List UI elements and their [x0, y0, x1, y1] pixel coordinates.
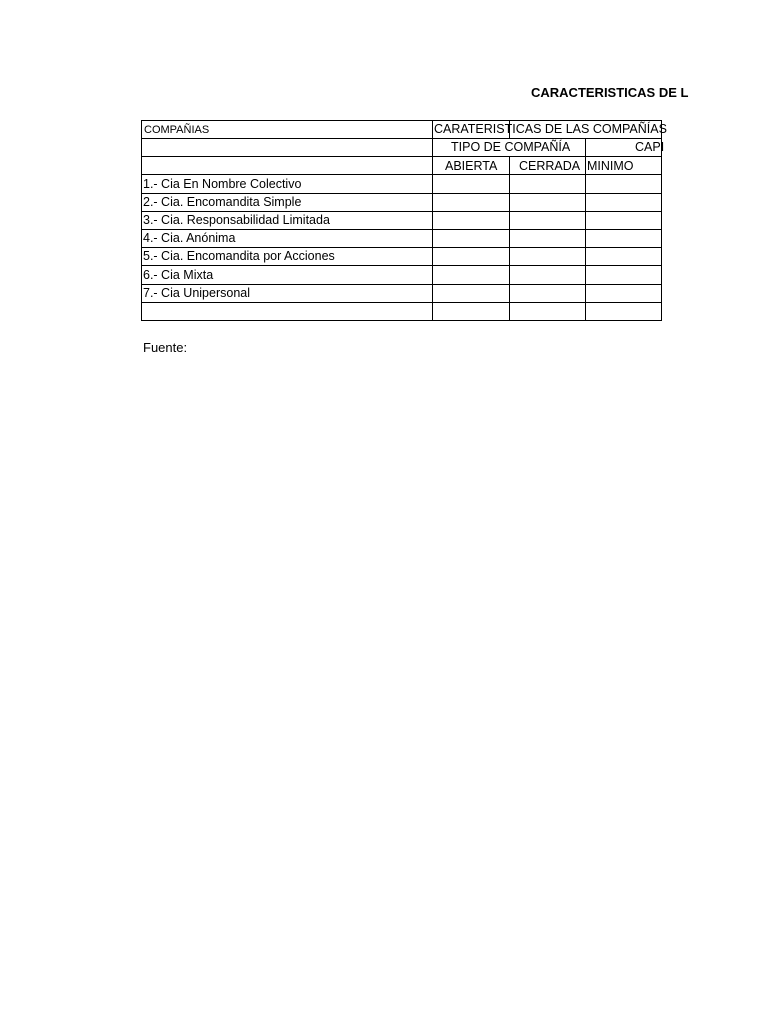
table-rule	[141, 265, 662, 266]
table-rule	[141, 120, 142, 321]
header-tipo-de-compania: TIPO DE COMPAÑÍA	[451, 140, 571, 154]
companies-table	[141, 120, 701, 322]
table-row-label: 1.- Cia En Nombre Colectivo	[143, 177, 302, 191]
document-title: CARACTERISTICAS DE L	[531, 85, 689, 100]
header-abierta: ABIERTA	[445, 159, 498, 173]
table-row-label: 5.- Cia. Encomandita por Acciones	[143, 249, 335, 263]
header-minimo: MINIMO	[587, 159, 634, 173]
table-rule	[141, 156, 662, 157]
table-rule	[585, 138, 586, 321]
table-rule	[141, 302, 662, 303]
header-caracteristicas-group: CARATERISTICAS DE LAS COMPAÑÍAS	[434, 122, 667, 136]
table-rule	[432, 120, 433, 321]
table-row-label: 4.- Cia. Anónima	[143, 231, 236, 245]
table-row-label: 6.- Cia Mixta	[143, 268, 214, 282]
header-capital: CAPI	[635, 140, 665, 154]
table-row-label: 3.- Cia. Responsabilidad Limitada	[143, 213, 330, 227]
table-rule	[141, 138, 662, 139]
table-rule	[141, 174, 662, 175]
table-rule	[509, 156, 510, 321]
table-rule	[141, 320, 662, 321]
header-companias: COMPAÑIAS	[144, 124, 210, 136]
header-cerrada: CERRADA	[519, 159, 581, 173]
source-label: Fuente:	[143, 340, 188, 355]
table-row-label: 7.- Cia Unipersonal	[143, 286, 250, 300]
table-row-label: 2.- Cia. Encomandita Simple	[143, 195, 302, 209]
